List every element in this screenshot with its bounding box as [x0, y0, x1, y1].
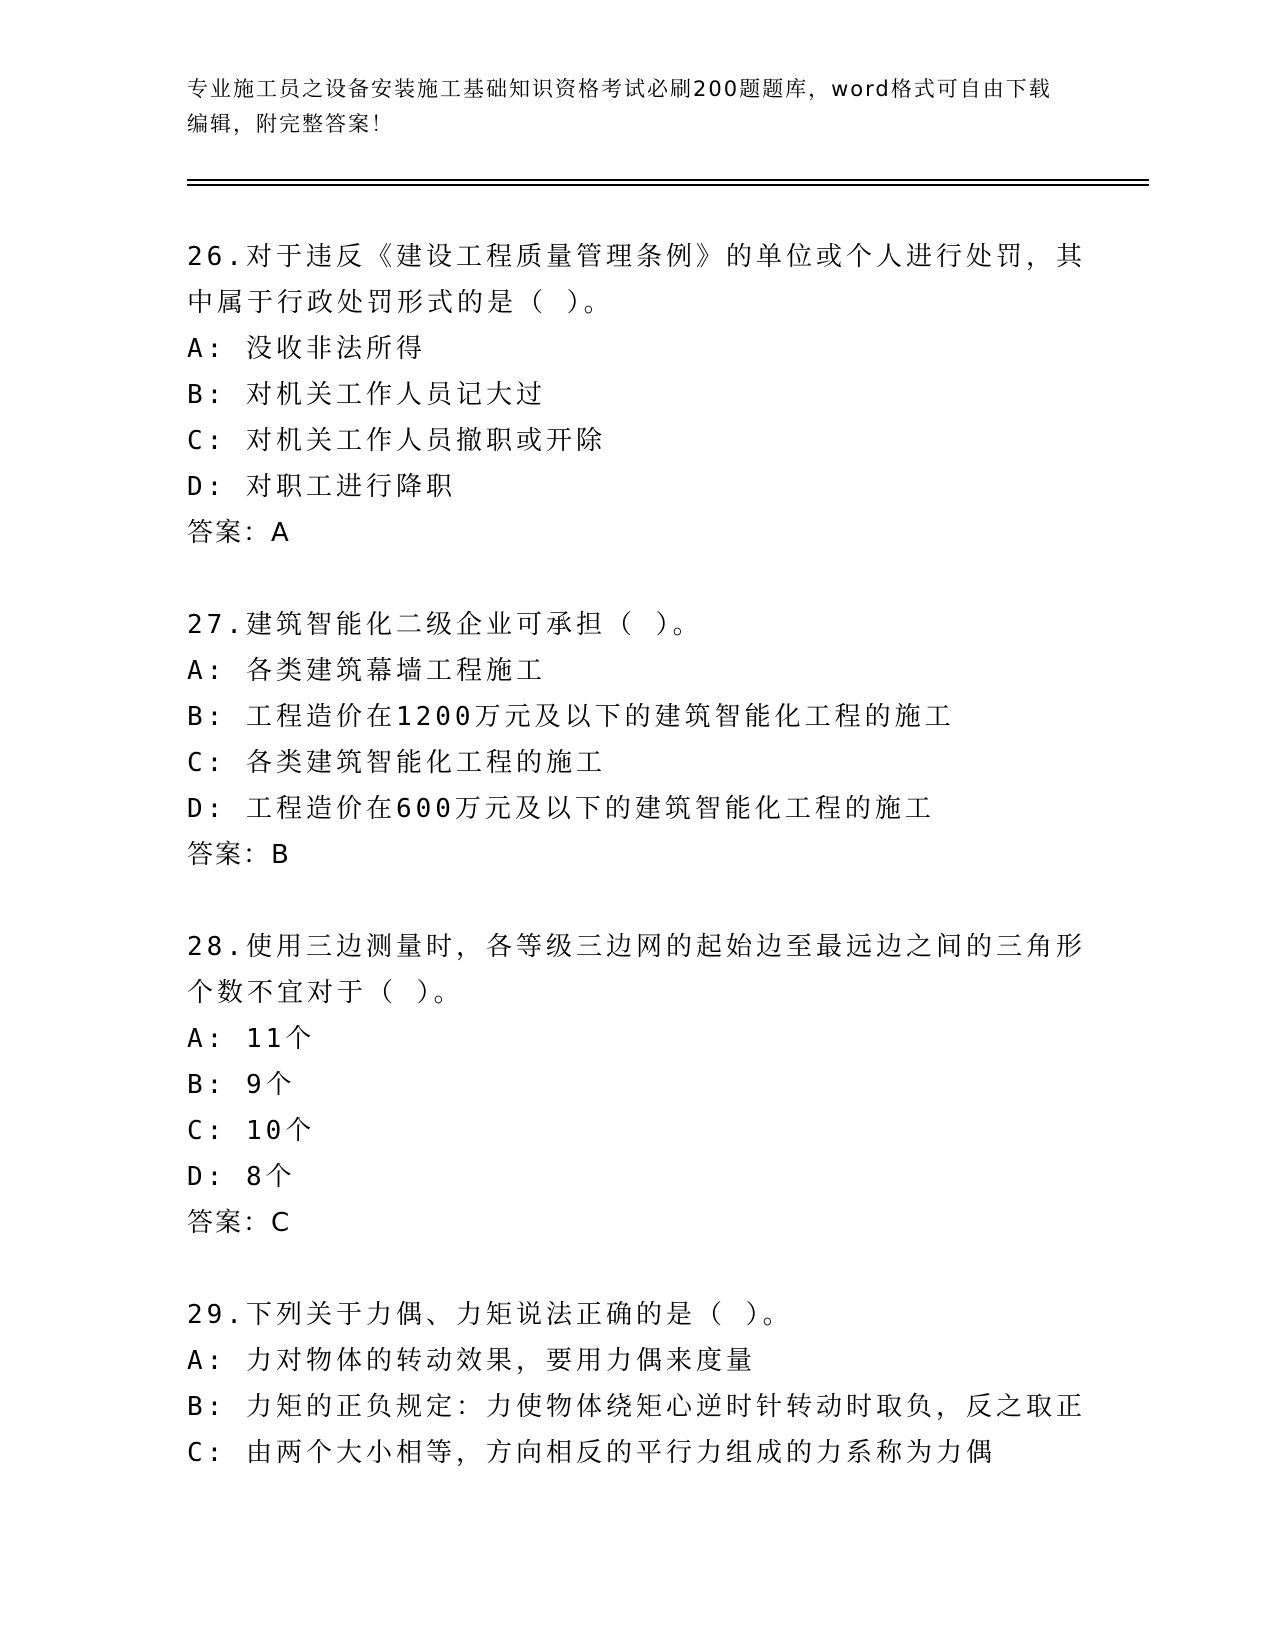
question-29	[187, 1292, 1087, 1476]
option-c: C: 各类建筑智能化工程的施工	[187, 748, 606, 778]
option-d: D: 对职工进行降职	[187, 472, 456, 502]
option-a: A: 各类建筑幕墙工程施工	[187, 656, 546, 686]
question-stem: 27.建筑智能化二级企业可承担（ ）。	[187, 610, 703, 640]
question-list	[187, 234, 1087, 1522]
answer-label: 答案：C	[187, 1208, 292, 1238]
option-c: C: 由两个大小相等，方向相反的平行力组成的力系称为力偶	[187, 1438, 996, 1468]
question-stem: 26.对于违反《建设工程质量管理条例》的单位或个人进行处罚，其中属于行政处罚形式的是（ ）。	[187, 242, 1086, 318]
option-b: B: 力矩的正负规定：力使物体绕矩心逆时针转动时取负，反之取正	[187, 1392, 1086, 1422]
header-divider-bottom	[187, 184, 1149, 186]
question-stem: 29.下列关于力偶、力矩说法正确的是（ ）。	[187, 1300, 793, 1330]
option-a: A: 力对物体的转动效果，要用力偶来度量	[187, 1346, 756, 1376]
option-c: C: 10个	[187, 1116, 316, 1146]
header-divider-top	[187, 179, 1149, 181]
option-a: A: 11个	[187, 1024, 316, 1054]
option-c: C: 对机关工作人员撤职或开除	[187, 426, 606, 456]
option-b: B: 工程造价在1200万元及以下的建筑智能化工程的施工	[187, 702, 955, 732]
document-title: 专业施工员之设备安装施工基础知识资格考试必刷200题题库，word格式可自由下载编辑，附完整答案！	[187, 77, 1052, 136]
option-b: B: 9个	[187, 1070, 296, 1100]
answer-label: 答案：A	[187, 518, 291, 548]
option-b: B: 对机关工作人员记大过	[187, 380, 546, 410]
question-stem: 28.使用三边测量时，各等级三边网的起始边至最远边之间的三角形个数不宜对于（ ）。	[187, 932, 1086, 1008]
option-d: D: 工程造价在600万元及以下的建筑智能化工程的施工	[187, 794, 935, 824]
question-27	[187, 602, 1087, 878]
question-26	[187, 234, 1087, 556]
answer-label: 答案：B	[187, 840, 291, 870]
question-28	[187, 924, 1087, 1246]
option-a: A: 没收非法所得	[187, 334, 426, 364]
option-d: D: 8个	[187, 1162, 296, 1192]
